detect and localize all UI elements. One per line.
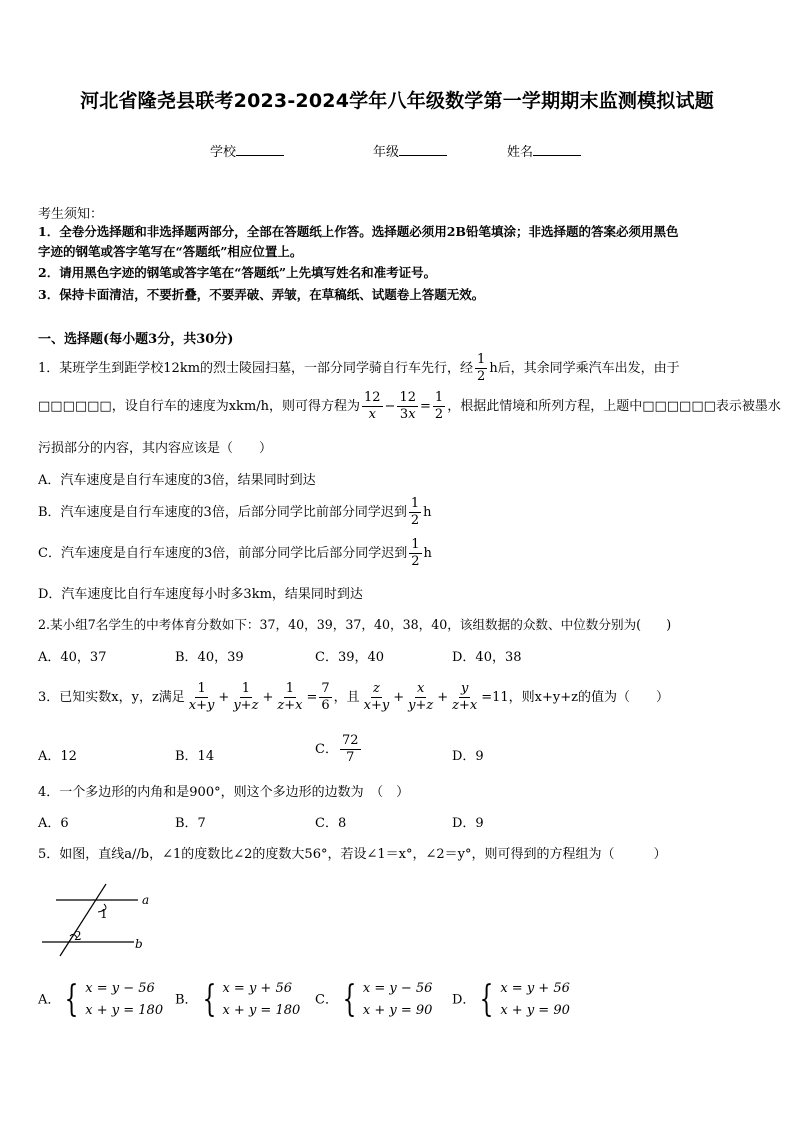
q1-option-b: B．汽车速度是自行车速度的3倍，后部分同学比前部分同学迟到 $\frac{1}{2}$ h: [38, 496, 432, 528]
notice-item: 字迹的钢笔或答字笔写在“答题纸”相应位置上。: [38, 244, 303, 259]
q5-stem: 5．如图，直线a//b，∠1的度数比∠2的度数大56°，若设∠1＝x°，∠2＝y°，则可得到的方程组为（ ）: [38, 847, 667, 862]
q2-stem: 2.某小组7名学生的中考体育分数如下：37，40，39，37，40，38，40，该组数据的众数、中位数分别为( ): [38, 617, 672, 632]
q4-option-b: B．7: [175, 816, 206, 831]
grade-field: 年级: [373, 141, 447, 160]
notice-heading: 考生须知：: [38, 207, 104, 222]
q3-option-a: A．12: [38, 749, 77, 764]
notice-item: 3．保持卡面清洁，不要折叠，不要弄破、弄皱，在草稿纸、试题卷上答题无效。: [38, 287, 485, 302]
q2-option-b: B．40，39: [175, 650, 244, 665]
page-title: 河北省隆尧县联考2023-2024学年八年级数学第一学期期末监测模拟试题: [80, 90, 714, 112]
q5-option-b: B． { x = y + 56 x + y = 180: [175, 979, 301, 1020]
school-field: 学校: [210, 141, 284, 160]
parallel-lines-figure: [38, 880, 168, 960]
q1-option-c: C．汽车速度是自行车速度的3倍，前部分同学比后部分同学迟到 $\frac{1}{2}$ h: [38, 537, 432, 569]
fraction: $\frac{1}{2}$: [477, 352, 486, 384]
q1-option-d: D．汽车速度比自行车速度每小时多3km，结果同时到达: [38, 587, 363, 602]
q5-option-c: C． { x = y − 56 x + y = 90: [315, 979, 433, 1020]
section-heading: 一、选择题(每小题3分，共30分): [38, 332, 234, 347]
notice-item: 2．请用黑色字迹的钢笔或答字笔在“答题纸”上先填写姓名和准考证号。: [38, 265, 437, 280]
q1-line2: □□□□□□，设自行车的速度为xkm/h，则可得方程为 $\frac{12}{x}$ − $\frac{12}{3x}$ = $\frac{1}{2}$ ，根据此情境和所列方程，上题中□□□□□□表示被墨水: [38, 390, 781, 422]
q5-option-d: D． { x = y + 56 x + y = 90: [452, 979, 570, 1020]
q4-option-d: D．9: [452, 816, 484, 831]
label-angle-1: 1: [100, 907, 108, 921]
label-b: b: [135, 937, 143, 951]
q3-option-d: D．9: [452, 749, 484, 764]
q4-option-c: C．8: [315, 816, 347, 831]
q5-option-a: A． { x = y − 56 x + y = 180: [38, 979, 164, 1020]
q4-stem: 4．一个多边形的内角和是900°，则这个多边形的边数为 （ ）: [38, 785, 410, 800]
notice-item: 1．全卷分选择题和非选择题两部分，全部在答题纸上作答。选择题必须用2B铅笔填涂；非选择题的答案必须用黑色: [38, 224, 679, 239]
q2-option-a: A．40，37: [38, 650, 107, 665]
label-a: a: [142, 893, 150, 907]
q3-option-b: B．14: [175, 749, 215, 764]
q2-option-d: D．40，38: [452, 650, 522, 665]
q3-option-c: C． $\frac{72}{7}$: [315, 733, 359, 765]
q4-option-a: A．6: [38, 816, 69, 831]
q1-line1: 1．某班学生到距学校12km的烈士陵园扫墓，一部分同学骑自行车先行，经 $\frac{1}{2}$ h后，其余同学乘汽车出发，由于: [38, 352, 680, 384]
q1-line3: 污损部分的内容，其内容应该是（ ）: [38, 441, 273, 456]
q2-option-c: C．39，40: [315, 650, 385, 665]
q1-option-a: A．汽车速度是自行车速度的3倍，结果同时到达: [38, 473, 316, 488]
q3-stem: 3．已知实数x，y，z满足 $\frac{1}{x+y}$ + $\frac{1}{y+z}$ + $\frac{1}{z+x}$ = $\frac{7}{6}$ ，且 $\frac{z}{x+y}$ + $\frac{x}{y+z}$ + $\frac{y}{z+x}$ =11，则x+y+z的值为（ ）: [38, 681, 669, 713]
name-field: 姓名: [507, 141, 581, 160]
label-angle-2: 2: [74, 929, 82, 943]
